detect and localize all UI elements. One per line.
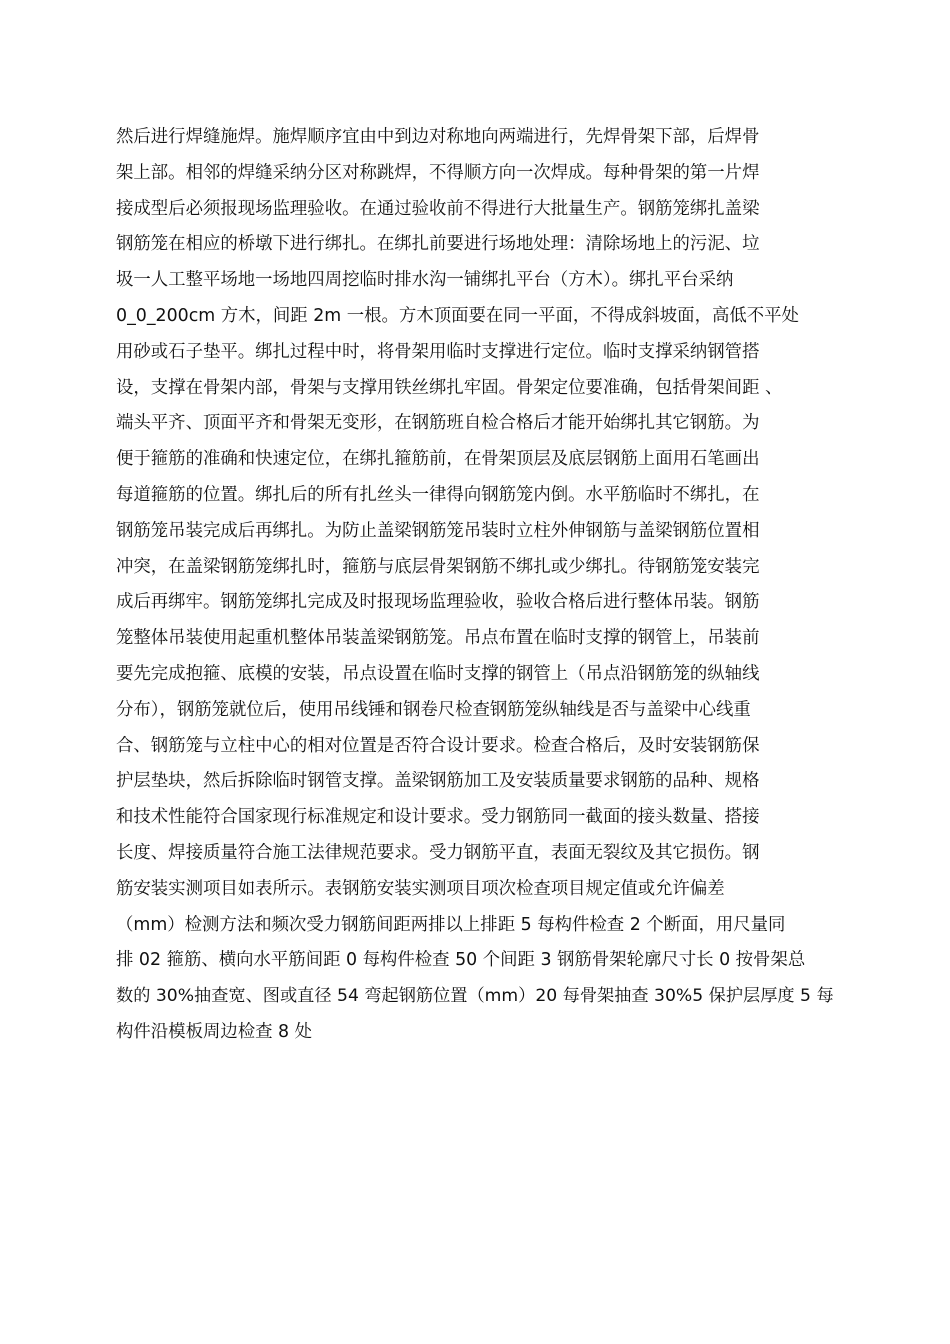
text-line: 每道箍筋的位置。绑扎后的所有扎丝头一律得向钢筋笼内倒。水平筋临时不绑扎，在	[116, 484, 760, 505]
text-line: 分布），钢筋笼就位后，使用吊线锤和钢卷尺检查钢筋笼纵轴线是否与盖梁中心线重	[116, 699, 751, 720]
text-line: （mm）检测方法和频次受力钢筋间距两排以上排距 5 每构件检查 2 个断面，用尺量同	[116, 914, 786, 935]
text-line: 成后再绑牢。钢筋笼绑扎完成及时报现场监理验收，验收合格后进行整体吊装。钢筋	[116, 592, 760, 613]
text-line: 笼整体吊装使用起重机整体吊装盖梁钢筋笼。吊点布置在临时支撑的钢管上，吊装前	[116, 628, 760, 649]
text-line: 排 02 箍筋、横向水平筋间距 0 每构件检查 50 个间距 3 钢筋骨架轮廓尺寸长 0 按骨架总	[116, 950, 806, 971]
text-line: 架上部。相邻的焊缝采纳分区对称跳焊，不得顺方向一次焊成。每种骨架的第一片焊	[116, 162, 760, 183]
text-line: 要先完成抱箍、底模的安装，吊点设置在临时支撑的钢管上（吊点沿钢筋笼的纵轴线	[116, 663, 760, 684]
text-line: 接成型后必须报现场监理验收。在通过验收前不得进行大批量生产。钢筋笼绑扎盖梁	[116, 198, 760, 219]
text-line: 然后进行焊缝施焊。施焊顺序宜由中到边对称地向两端进行，先焊骨架下部，后焊骨	[116, 127, 760, 147]
body-paragraph	[116, 120, 838, 1051]
text-line: 端头平齐、顶面平齐和骨架无变形，在钢筋班自检合格后才能开始绑扎其它钢筋。为	[116, 413, 760, 434]
text-line: 合、钢筋笼与立柱中心的相对位置是否符合设计要求。检查合格后，及时安装钢筋保	[116, 735, 760, 756]
text-line: 圾一人工整平场地一场地四周挖临时排水沟一铺绑扎平台（方木）。绑扎平台采纳	[116, 270, 734, 291]
text-line: 用砂或石子垫平。绑扎过程中时，将骨架用临时支撑进行定位。临时支撑采纳钢管搭	[116, 341, 760, 362]
text-line: 和技术性能符合国家现行标准规定和设计要求。受力钢筋同一截面的接头数量、搭接	[116, 807, 760, 828]
text-line: 数的 30%抽查宽、图或直径 54 弯起钢筋位置（mm）20 每骨架抽查 30%5 保护层厚度 5 每	[116, 986, 834, 1007]
text-line: 冲突，在盖梁钢筋笼绑扎时，箍筋与底层骨架钢筋不绑扎或少绑扎。待钢筋笼安装完	[116, 556, 760, 577]
text-line: 设，支撑在骨架内部，骨架与支撑用铁丝绑扎牢固。骨架定位要准确，包括骨架间距 、	[116, 377, 783, 398]
text-line: 钢筋笼吊装完成后再绑扎。为防止盖梁钢筋笼吊装时立柱外伸钢筋与盖梁钢筋位置相	[116, 520, 760, 541]
text-line: 构件沿模板周边检查 8 处	[116, 1021, 313, 1042]
text-line: 筋安装实测项目如表所示。表钢筋安装实测项目项次检查项目规定值或允许偏差	[116, 878, 725, 899]
text-line: 长度、焊接质量符合施工法律规范要求。受力钢筋平直，表面无裂纹及其它损伤。钢	[116, 842, 760, 863]
text-line: 钢筋笼在相应的桥墩下进行绑扎。在绑扎前要进行场地处理：清除场地上的污泥、垃	[116, 234, 760, 255]
text-line: 便于箍筋的准确和快速定位，在绑扎箍筋前，在骨架顶层及底层钢筋上面用石笔画出	[116, 449, 760, 470]
text-line: 护层垫块，然后拆除临时钢管支撑。盖梁钢筋加工及安装质量要求钢筋的品种、规格	[116, 771, 760, 792]
text-line: 0_0_200cm 方木，间距 2m 一根。方木顶面要在同一平面，不得成斜坡面，高低不平处	[116, 305, 799, 326]
